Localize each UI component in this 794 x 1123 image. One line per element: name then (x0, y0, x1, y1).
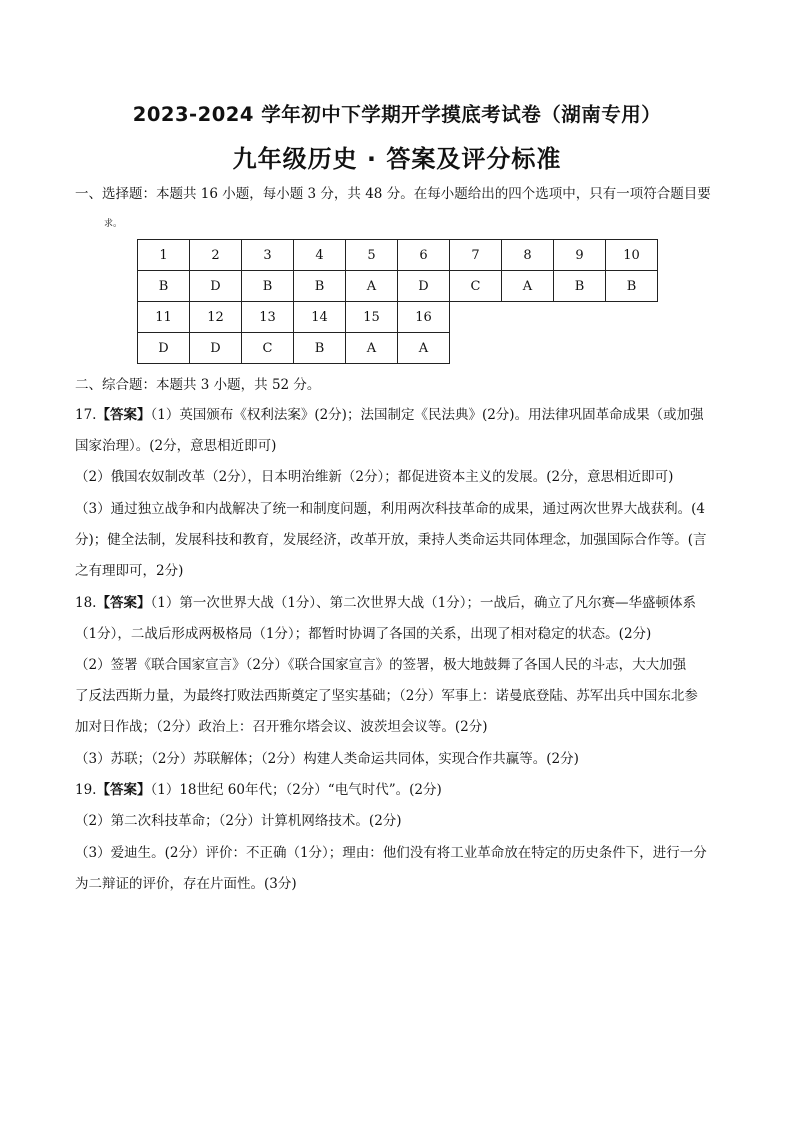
answer-text: （1）第一次世界大战（1分）、第二次世界大战（1分）；一战后，确立了凡尔赛—华盛顿体系 (150, 595, 697, 611)
q17-line-1 (75, 405, 735, 425)
answer-cell: B (606, 271, 658, 302)
question-number-cell: 16 (398, 302, 450, 333)
q18-line-3: （2）签署《联合国家宣言》（2分）《联合国家宣言》的签署，极大地鼓舞了各国人民的斗志，大大加强 (75, 657, 687, 673)
question-number-cell: 14 (294, 302, 346, 333)
q17-line-2: 国家治理）。(2分，意思相近即可) (75, 438, 277, 454)
question-number-cell: 4 (294, 240, 346, 271)
question-number-cell: 5 (346, 240, 398, 271)
q18-line-6: （3）苏联；（2分）苏联解体；（2分）构建人类命运共同体，实现合作共赢等。(2分) (75, 751, 579, 767)
exam-subtitle: 九年级历史 · 答案及评分标准 (232, 145, 562, 173)
q19-line-1 (75, 780, 735, 800)
answer-text: （1）18世纪 60年代；（2分）“电气时代”。(2分) (150, 782, 442, 798)
answer-cell: B (554, 271, 606, 302)
answer-text: （1）英国颁布《权利法案》(2分)；法国制定《民法典》(2分)。用法律巩固革命成果（或加强 (150, 407, 704, 423)
empty-cell (450, 333, 658, 364)
table-row (138, 302, 658, 333)
answer-cell: C (450, 271, 502, 302)
answer-cell: D (190, 333, 242, 364)
answer-cell: D (398, 271, 450, 302)
q17-line-3: （2）俄国农奴制改革（2分），日本明治维新（2分）；都促进资本主义的发展。(2分，意思相近即可) (75, 469, 674, 485)
answer-tag: 【答案】 (96, 407, 151, 423)
answer-tag: 【答案】 (96, 595, 151, 611)
q19-line-4: 为二辩证的评价，存在片面性。(3分) (75, 876, 297, 892)
question-number: 17. (75, 407, 97, 423)
question-number-cell: 9 (554, 240, 606, 271)
question-number-cell: 2 (190, 240, 242, 271)
answer-cell: A (398, 333, 450, 364)
exam-title: 2023-2024 学年初中下学期开学摸底考试卷（湖南专用） (132, 103, 662, 126)
q19-line-2: （2）第二次科技革命；（2分）计算机网络技术。(2分) (75, 813, 402, 829)
answer-cell: C (242, 333, 294, 364)
answer-cell: A (502, 271, 554, 302)
answer-cell: B (138, 271, 190, 302)
empty-cell (450, 302, 658, 333)
q18-line-1 (75, 593, 735, 613)
answer-cell: A (346, 271, 398, 302)
question-number-cell: 11 (138, 302, 190, 333)
question-number-cell: 8 (502, 240, 554, 271)
question-number-cell: 15 (346, 302, 398, 333)
q19-line-3: （3）爱迪生。(2分）评价：不正确（1分）；理由：他们没有将工业革命放在特定的历史条件下，进行一分 (75, 845, 707, 861)
question-number-cell: 6 (398, 240, 450, 271)
question-number-cell: 10 (606, 240, 658, 271)
question-number: 19. (75, 782, 97, 798)
section2-heading: 二、综合题：本题共 3 小题，共 52 分。 (75, 377, 321, 393)
q17-line-5: 分)；健全法制，发展科技和教育，发展经济，改革开放，秉持人类命运共同体理念，加强国际合作等。(言 (75, 532, 707, 548)
section1-intro: 一、选择题：本题共 16 小题，每小题 3 分，共 48 分。在每小题给出的四个选项中，只有一项符合题目要 (75, 186, 711, 202)
question-number-cell: 3 (242, 240, 294, 271)
answer-cell: B (242, 271, 294, 302)
question-number-cell: 7 (450, 240, 502, 271)
answer-cell: D (190, 271, 242, 302)
answer-table (137, 239, 658, 364)
question-number-cell: 1 (138, 240, 190, 271)
answer-cell: D (138, 333, 190, 364)
question-number: 18. (75, 595, 97, 611)
answer-cell: B (294, 271, 346, 302)
q17-line-4: （3）通过独立战争和内战解决了统一和制度问题，利用两次科技革命的成果，通过两次世界大战获利。(4 (75, 501, 705, 517)
table-row (138, 240, 658, 271)
q18-line-5: 加对日作战；（2分）政治上：召开雅尔塔会议、波茨坦会议等。(2分) (75, 719, 488, 735)
section1-intro-cont: 求。 (104, 219, 123, 229)
table-row (138, 271, 658, 302)
q18-line-2: （1分），二战后形成两极格局（1分）；都暂时协调了各国的关系，出现了相对稳定的状态。(2分) (75, 626, 652, 642)
answer-tag: 【答案】 (96, 782, 151, 798)
q17-line-6: 之有理即可，2分) (75, 563, 184, 579)
table-row (138, 333, 658, 364)
q18-line-4: 了反法西斯力量，为最终打败法西斯奠定了坚实基础；（2分）军事上：诺曼底登陆、苏军出兵中国东北参 (75, 688, 698, 704)
answer-cell: A (346, 333, 398, 364)
question-number-cell: 13 (242, 302, 294, 333)
question-number-cell: 12 (190, 302, 242, 333)
answer-cell: B (294, 333, 346, 364)
